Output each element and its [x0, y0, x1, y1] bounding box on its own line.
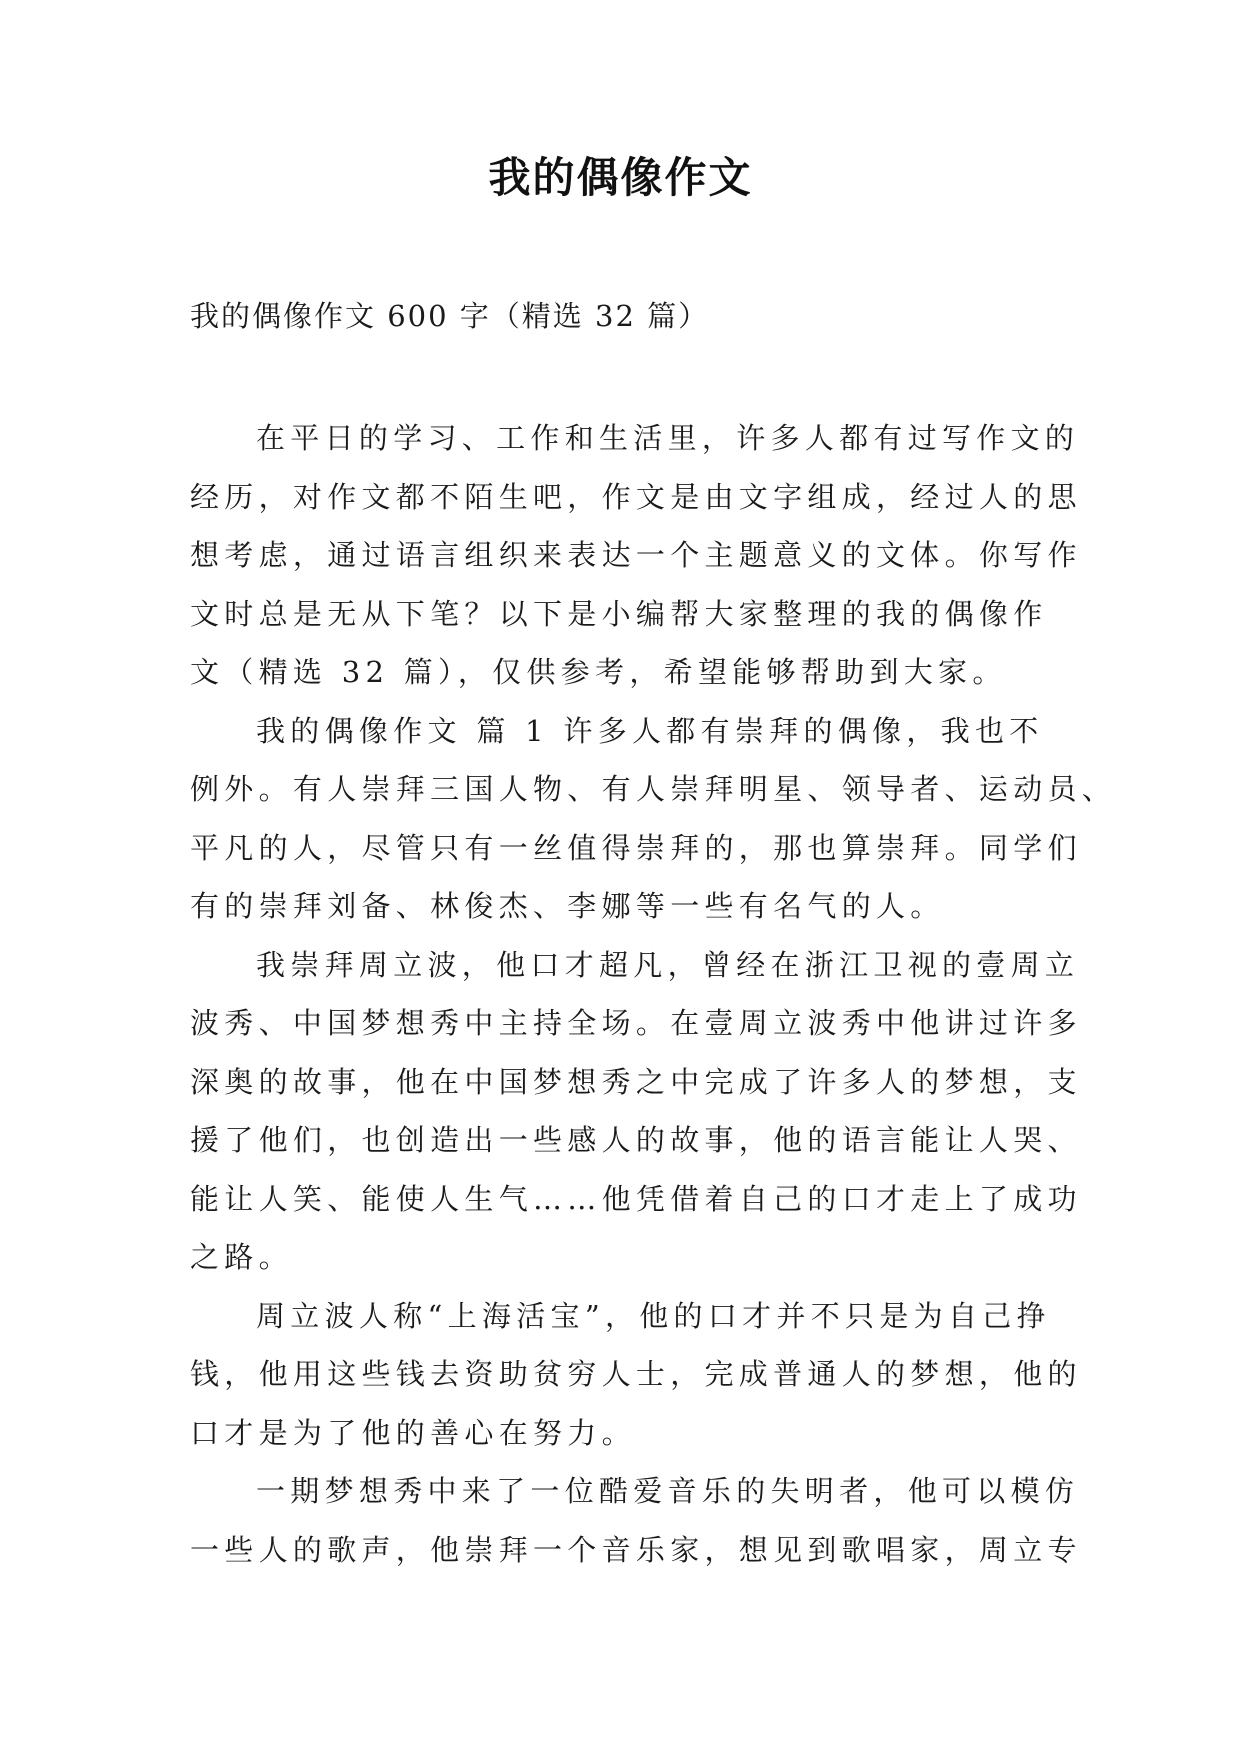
body-text-line: 能让人笑、能使人生气……他凭借着自己的口才走上了成功: [190, 1181, 1082, 1216]
body-text-line: 例外。有人崇拜三国人物、有人崇拜明星、领导者、运动员、: [190, 772, 1117, 806]
body-text-line: 深奥的故事，他在中国梦想秀之中完成了许多人的梦想，支: [190, 1064, 1082, 1099]
body-text-line: 之路。: [190, 1240, 293, 1274]
body-text-line: 有的崇拜刘备、林俊杰、李娜等一些有名气的人。: [190, 889, 945, 923]
body-text-line: 文时总是无从下笔？以下是小编帮大家整理的我的偶像作: [190, 596, 1048, 631]
body-text-line: 援了他们，也创造出一些感人的故事，他的语言能让人哭、: [190, 1123, 1082, 1157]
document-title: 我的偶像作文: [488, 153, 753, 202]
body-text-line: 一期梦想秀中来了一位酷爱音乐的失明者，他可以模仿: [256, 1474, 1080, 1508]
body-text-line: 我的偶像作文 篇 1 许多人都有崇拜的偶像，我也不: [256, 713, 1044, 748]
body-text-line: 口才是为了他的善心在努力。: [190, 1415, 636, 1450]
body-text-line: 文（精选 32 篇），仅供参考，希望能够帮助到大家。: [190, 655, 1007, 689]
body-text-line: 钱，他用这些钱去资助贫穷人士，完成普通人的梦想，他的: [190, 1357, 1082, 1391]
body-text-line: 一些人的歌声，他崇拜一个音乐家，想见到歌唱家，周立专: [190, 1532, 1082, 1567]
document-body: [190, 409, 1117, 1579]
body-text-line: 在平日的学习、工作和生活里，许多人都有过写作文的: [256, 421, 1080, 455]
document-subtitle: 我的偶像作文 600 字（精选 32 篇）: [190, 299, 710, 333]
body-text-line: 周立波人称“上海活宝”，他的口才并不只是为自己挣: [256, 1298, 1051, 1333]
body-text-line: 经历，对作文都不陌生吧，作文是由文字组成，经过人的思: [190, 479, 1082, 514]
body-text-line: 平凡的人，尽管只有一丝值得崇拜的，那也算崇拜。同学们: [190, 830, 1082, 865]
body-text-line: 波秀、中国梦想秀中主持全场。在壹周立波秀中他讲过许多: [190, 1006, 1082, 1040]
body-text-line: 我崇拜周立波，他口才超凡，曾经在浙江卫视的壹周立: [256, 947, 1080, 982]
body-text-line: 想考虑，通过语言组织来表达一个主题意义的文体。你写作: [190, 538, 1082, 572]
